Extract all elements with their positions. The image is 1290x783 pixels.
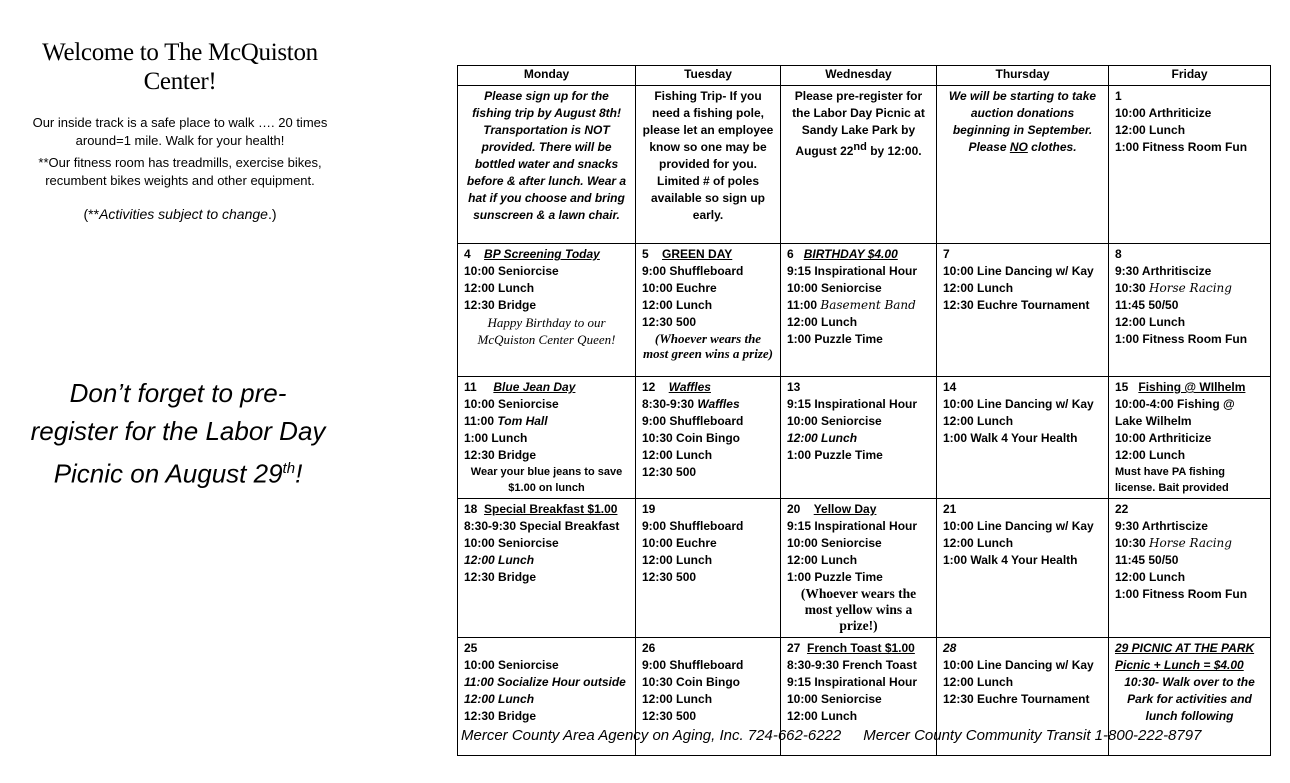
cell-day-1 (1109, 86, 1271, 244)
event-line: 10:00 Seniorcise (787, 692, 882, 706)
event-line: 10:00 Line Dancing w/ Kay (943, 264, 1094, 278)
event-line: 12:30 Euchre Tournament (943, 298, 1090, 312)
event-line: 12:00 Lunch (464, 692, 535, 706)
event-line: 10:30 Coin Bingo (642, 675, 741, 689)
event-line: 11:45 50/50 (1115, 298, 1179, 312)
calendar-row-week1 (458, 244, 1271, 377)
community-transit-contact: Mercer County Community Transit 1-800-222-8797 (863, 727, 1202, 744)
picnic-title: 29 PICNIC AT THE PARK (1115, 641, 1255, 655)
event-line (642, 396, 774, 413)
cell-day-15 (1109, 377, 1271, 499)
event-line: 12:30 Bridge (464, 570, 537, 584)
event-line (464, 413, 629, 430)
day-number: 28 (943, 641, 957, 655)
cell-day-18 (458, 499, 636, 638)
day-heading (642, 379, 774, 396)
yellow-prize-note: (Whoever wears the most yellow wins a prize!) (800, 586, 917, 633)
event-line: 12:00 Lunch (1115, 123, 1186, 137)
day-heading (464, 246, 629, 263)
event-line: 12:30 Bridge (464, 709, 537, 723)
event-line: 10:00 Seniorcise (787, 281, 882, 295)
event-line: 12:00 Lunch (943, 281, 1014, 295)
event-line: 8:30-9:30 Special Breakfast (464, 519, 620, 533)
event-line: 9:00 Shuffleboard (642, 519, 744, 533)
event-line: 1:00 Puzzle Time (787, 570, 883, 584)
day-number: 14 (943, 380, 957, 394)
calendar-row-week3 (458, 499, 1271, 638)
header-tuesday: Tuesday (636, 66, 781, 86)
day-number: 13 (787, 380, 801, 394)
header-thursday: Thursday (937, 66, 1109, 86)
cell-day-4 (458, 244, 636, 377)
cell-day-13 (781, 377, 937, 499)
reminder-sup: th (282, 460, 296, 477)
event-line: 12:00 Lunch (787, 431, 858, 445)
blue-jean-note: Wear your blue jeans to save $1.00 on lunch (470, 466, 623, 494)
calendar-row-week2 (458, 377, 1271, 499)
reminder-end: ! (295, 458, 303, 489)
event-line: 10:00 Seniorcise (464, 264, 559, 278)
event-time: 11:00 (464, 414, 498, 428)
day-title: Fishing @ WIlhelm (1138, 380, 1246, 394)
event-line: 9:30 Arthrtiscize (1115, 519, 1208, 533)
event-line: 12:30 Euchre Tournament (943, 692, 1090, 706)
event-line: 10:30 Coin Bingo (642, 431, 741, 445)
event-line: 12:00 Lunch (787, 709, 858, 723)
event-line: 12:00 Lunch (642, 448, 713, 462)
picnic-price: Picnic + Lunch = $4.00 (1115, 658, 1244, 672)
event-line: 1:00 Walk 4 Your Health (943, 553, 1078, 567)
event-line: 12:30 Bridge (464, 298, 537, 312)
calendar-header-row (458, 66, 1271, 86)
event-line: 12:00 Lunch (943, 414, 1014, 428)
cell-fishing-signup: Please sign up for the fishing trip by August 8th! Transportation is NOT provided. There will be bottled water and snacks before & after lunch. Wear a hat if you choose and bring sunscreen & a lawn chair. (458, 86, 636, 244)
event-line: 9:30 Arthritiscize (1115, 264, 1212, 278)
day-heading (1115, 379, 1264, 396)
auction-no: NO (1009, 140, 1028, 154)
day-heading (787, 246, 930, 263)
welcome-heading: Welcome to The McQuiston Center! (42, 39, 318, 95)
event-line: 9:15 Inspirational Hour (787, 675, 918, 689)
event-line: 12:30 500 (642, 465, 697, 479)
picnic-register-end: by 12:00. (866, 144, 922, 158)
event-line: 11:00 Socialize Hour outside (464, 675, 626, 689)
event-line: 10:00 Line Dancing w/ Kay (943, 658, 1094, 672)
cell-day-8 (1109, 244, 1271, 377)
event-line: 10:00 Seniorcise (464, 397, 559, 411)
day-heading (464, 501, 629, 518)
cell-day-21 (937, 499, 1109, 638)
cell-picnic-register (781, 86, 937, 244)
cell-day-11 (458, 377, 636, 499)
event-line: 1:00 Puzzle Time (787, 332, 883, 346)
event-line: 12:00 Lunch (642, 692, 713, 706)
day-number: 7 (943, 247, 950, 261)
event-line: 9:15 Inspirational Hour (787, 397, 918, 411)
header-monday: Monday (458, 66, 636, 86)
header-wednesday: Wednesday (781, 66, 937, 86)
event-line: 10:00 Seniorcise (787, 414, 882, 428)
agency-on-aging-contact: Mercer County Area Agency on Aging, Inc. 724-662-6222 (461, 727, 842, 744)
event-line: 10:00 Seniorcise (464, 658, 559, 672)
event-line: 10:00 Seniorcise (787, 536, 882, 550)
day-number: 8 (1115, 247, 1122, 261)
left-panel (20, 38, 340, 224)
event-line: 1:00 Fitness Room Fun (1115, 332, 1248, 346)
cell-day-19 (636, 499, 781, 638)
change-note (20, 204, 340, 224)
event-line: 9:00 Shuffleboard (642, 414, 744, 428)
event-line: 12:00 Lunch (642, 553, 713, 567)
day-number: 15 (1115, 380, 1129, 394)
event-line (1115, 535, 1264, 552)
track-note: Our inside track is a safe place to walk …. 20 times around=1 mile. Walk for your health! (32, 115, 328, 148)
event-line: 10:00 Euchre (642, 536, 717, 550)
cell-day-7 (937, 244, 1109, 377)
day-title: Special Breakfast $1.00 (484, 502, 618, 516)
event-line: 12:00 Lunch (464, 281, 535, 295)
cell-day-22 (1109, 499, 1271, 638)
day-title: Blue Jean Day (493, 380, 576, 394)
event-line: 12:30 500 (642, 570, 697, 584)
event-line: 1:00 Fitness Room Fun (1115, 140, 1248, 154)
event-text: Horse Racing (1149, 281, 1232, 295)
day-number: 11 (464, 380, 477, 394)
event-line: 9:15 Inspirational Hour (787, 519, 918, 533)
cell-day-12 (636, 377, 781, 499)
event-line (787, 297, 930, 314)
picnic-note: 10:30- Walk over to the Park for activities and lunch following (1124, 675, 1255, 723)
cell-day-5 (636, 244, 781, 377)
event-line: 12:00 Lunch (464, 553, 535, 567)
day-number: 20 (787, 502, 801, 516)
change-prefix: (** (83, 206, 100, 222)
event-time: 10:30 (1115, 281, 1150, 295)
picnic-register-text: Please pre-register for the Labor Day Picnic at Sandy Lake Park by August 22 (792, 89, 925, 158)
footer-contacts (461, 727, 1273, 744)
event-line: 10:00 Arthriticize (1115, 431, 1212, 445)
event-line: 9:00 Shuffleboard (642, 264, 744, 278)
event-line: 12:00 Lunch (943, 675, 1014, 689)
event-line: 12:00 Lunch (787, 315, 858, 329)
day-number: 12 (642, 380, 656, 394)
day-number: 21 (943, 502, 957, 516)
event-line: 12:00 Lunch (1115, 448, 1186, 462)
event-line: 1:00 Walk 4 Your Health (943, 431, 1078, 445)
day-title: Yellow Day (813, 502, 877, 516)
calendar-row-intro (458, 86, 1271, 244)
event-line: 9:00 Shuffleboard (642, 658, 744, 672)
event-line: 10:00 Arthriticize (1115, 106, 1212, 120)
event-line: 12:30 500 (642, 315, 697, 329)
picnic-register-sup: nd (853, 141, 867, 153)
header-friday: Friday (1109, 66, 1271, 86)
green-prize-note: (Whoever wears the most green wins a prize) (642, 331, 773, 361)
day-number: 6 (787, 247, 794, 261)
day-title: GREEN DAY (662, 247, 733, 261)
event-line: 10:00 Line Dancing w/ Kay (943, 397, 1094, 411)
day-title: BIRTHDAY $4.00 (803, 247, 898, 261)
cell-day-6 (781, 244, 937, 377)
day-title: French Toast $1.00 (807, 641, 915, 655)
cell-auction-donations (937, 86, 1109, 244)
license-note: Must have PA fishing license. Bait provided (1115, 466, 1229, 494)
day-heading (787, 640, 930, 657)
event-line: 12:30 Bridge (464, 448, 537, 462)
fitness-note: **Our fitness room has treadmills, exercise bikes, recumbent bikes weights and other equipment. (38, 155, 322, 188)
event-line: 12:00 Lunch (642, 298, 713, 312)
event-line: 12:00 Lunch (1115, 315, 1186, 329)
cell-day-14 (937, 377, 1109, 499)
cell-day-20 (781, 499, 937, 638)
change-text: Activities subject to change (99, 206, 268, 222)
event-time: 11:00 (787, 298, 821, 312)
change-suffix: .) (267, 206, 277, 222)
day-number: 4 (464, 247, 471, 261)
event-line: 10:00 Seniorcise (464, 536, 559, 550)
day-number: 19 (642, 502, 656, 516)
day-number: 25 (464, 641, 478, 655)
cell-fishing-pole: Fishing Trip- If you need a fishing pole, please let an employee know so one may be provided for you. Limited # of poles available so sign up early. (636, 86, 781, 244)
event-text: Tom Hall (497, 414, 548, 428)
day-number: 18 (464, 502, 478, 516)
event-line: 10:00-4:00 Fishing @ (1115, 397, 1235, 411)
reminder-main: Don’t forget to pre-register for the Labor Day Picnic on August 29 (30, 378, 326, 489)
event-line (1115, 280, 1264, 297)
birthday-note: Happy Birthday to our McQuiston Center Queen! (477, 315, 616, 347)
day-heading (787, 501, 930, 518)
day-number: 22 (1115, 502, 1129, 516)
event-line: 10:00 Line Dancing w/ Kay (943, 519, 1094, 533)
event-text: Basement Band (820, 298, 916, 312)
event-line: 12:00 Lunch (787, 553, 858, 567)
day-heading (642, 246, 774, 263)
event-line: 12:00 Lunch (943, 536, 1014, 550)
day-number: 27 (787, 641, 801, 655)
event-line: 1:00 Lunch (464, 431, 528, 445)
event-line: 11:45 50/50 (1115, 553, 1179, 567)
day-number: 1 (1115, 89, 1122, 103)
event-line: 12:30 500 (642, 709, 697, 723)
event-line: 9:15 Inspirational Hour (787, 264, 918, 278)
day-title: Waffles (668, 380, 711, 394)
event-line: Lake Wilhelm (1115, 414, 1192, 428)
event-text: Waffles (697, 397, 740, 411)
event-text: Horse Racing (1149, 536, 1232, 550)
day-number: 26 (642, 641, 656, 655)
event-line: 1:00 Fitness Room Fun (1115, 587, 1248, 601)
calendar-table (457, 65, 1271, 756)
picnic-reminder (28, 374, 328, 493)
auction-text-a: We will be starting to take auction donations beginning in September. Please (948, 89, 1097, 154)
day-heading (464, 379, 629, 396)
auction-text-b: clothes. (1027, 140, 1077, 154)
event-line: 10:00 Euchre (642, 281, 717, 295)
day-number: 5 (642, 247, 649, 261)
event-time: 8:30-9:30 (642, 397, 698, 411)
event-line: 1:00 Puzzle Time (787, 448, 883, 462)
event-line: 8:30-9:30 French Toast (787, 658, 917, 672)
day-title: BP Screening Today (484, 247, 600, 261)
event-time: 10:30 (1115, 536, 1150, 550)
event-line: 12:00 Lunch (1115, 570, 1186, 584)
